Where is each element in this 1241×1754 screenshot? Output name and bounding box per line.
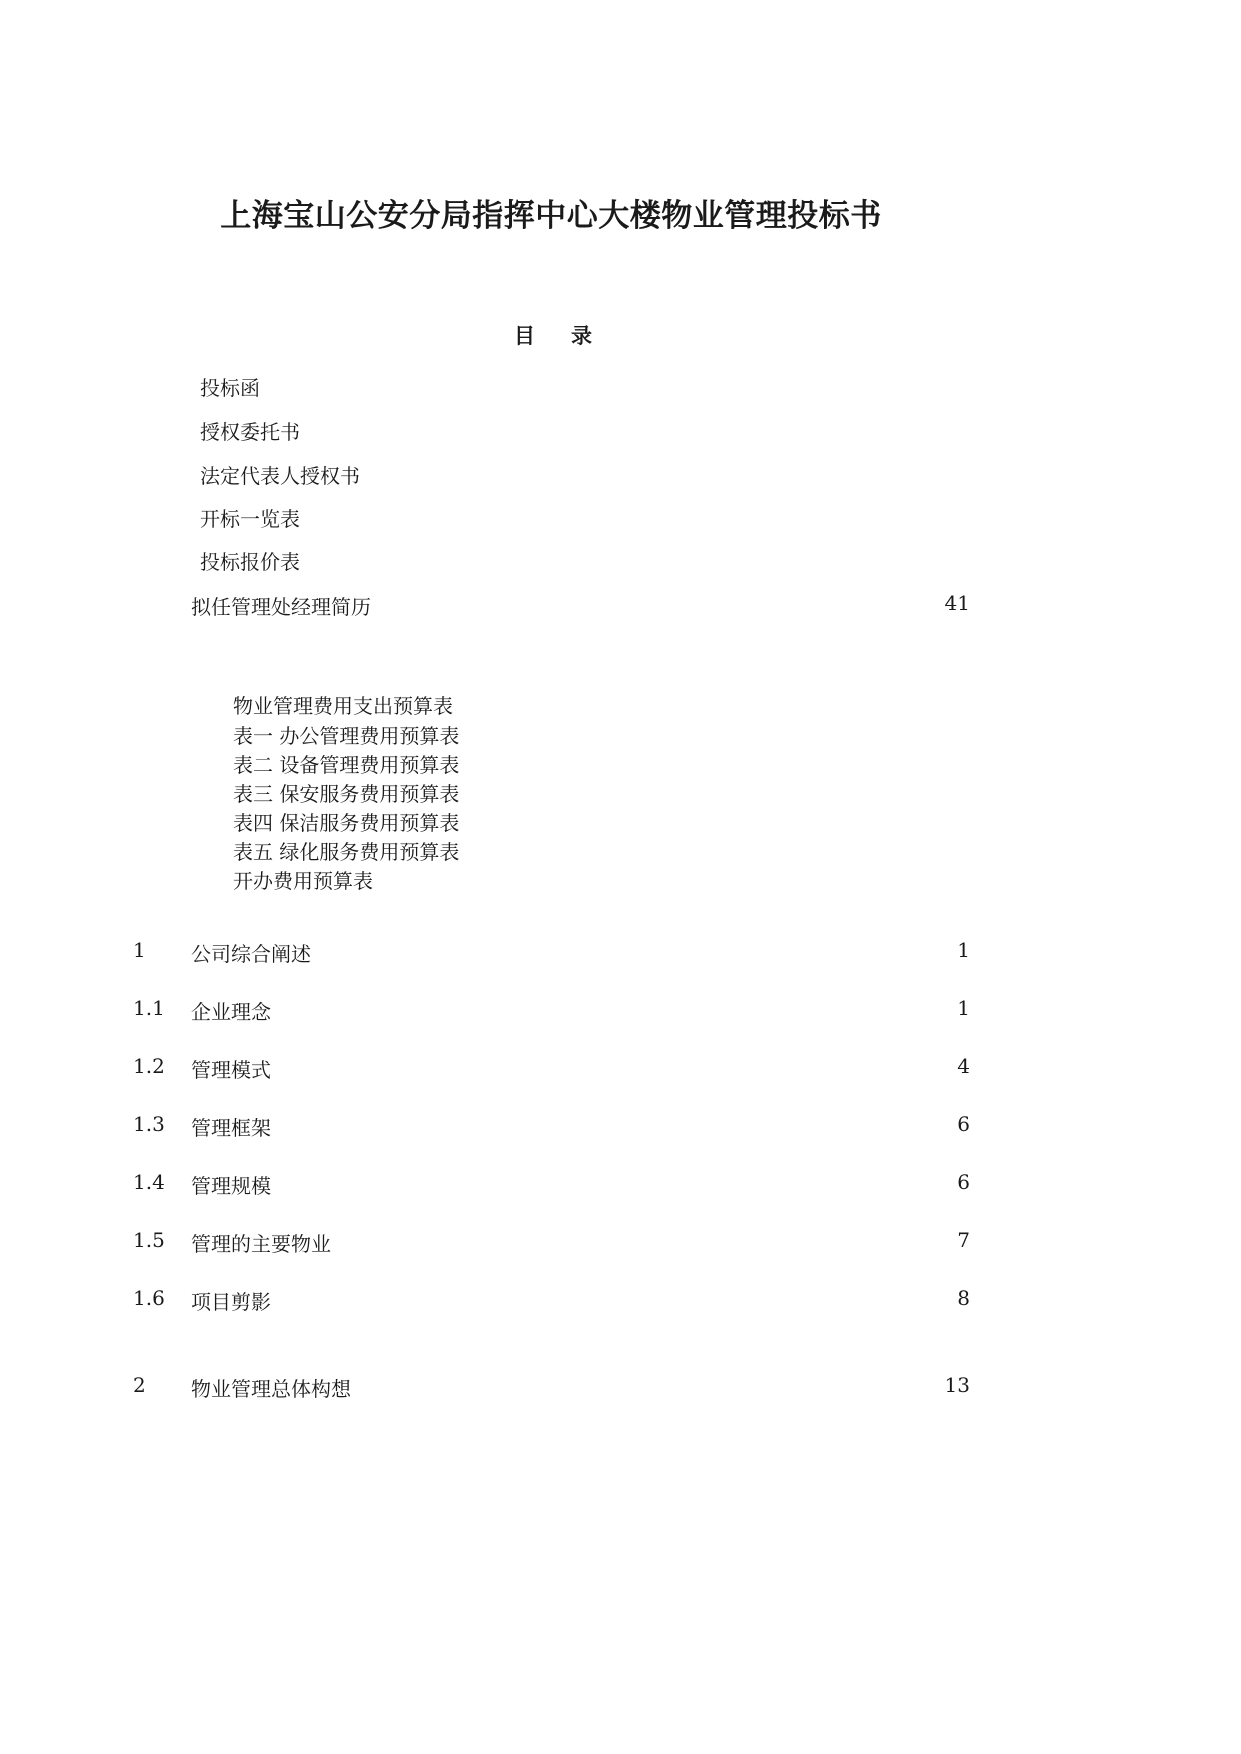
toc-section-label[interactable]: 物业管理总体构想 [191, 1377, 351, 1401]
document-title: 上海宝山公安分局指挥中心大楼物业管理投标书 [220, 198, 882, 234]
toc-section-page: 6 [957, 1170, 970, 1194]
toc-section-number: 1.2 [133, 1054, 165, 1078]
toc-section-label[interactable]: 公司综合阐述 [191, 942, 311, 966]
toc-section-label[interactable]: 管理模式 [191, 1058, 271, 1082]
toc-section-label[interactable]: 管理框架 [191, 1116, 271, 1140]
toc-entry-front-6[interactable]: 拟任管理处经理简历 [191, 595, 371, 619]
toc-section-number: 1 [133, 938, 146, 962]
toc-entry-front-3[interactable]: 法定代表人授权书 [200, 464, 360, 488]
toc-section-page: 4 [957, 1054, 970, 1078]
toc-entry-front-1[interactable]: 投标函 [200, 376, 260, 400]
toc-entry-front-4[interactable]: 开标一览表 [200, 507, 300, 531]
toc-entry-front-2[interactable]: 授权委托书 [200, 420, 300, 444]
budget-table-entry[interactable]: 表五 绿化服务费用预算表 [233, 840, 460, 864]
budget-table-entry[interactable]: 物业管理费用支出预算表 [233, 694, 453, 718]
toc-page-front-6: 41 [944, 591, 970, 615]
toc-section-label[interactable]: 管理的主要物业 [191, 1232, 331, 1256]
budget-table-entry[interactable]: 表四 保洁服务费用预算表 [233, 811, 460, 835]
toc-section-page: 8 [957, 1286, 970, 1310]
toc-section-page: 6 [957, 1112, 970, 1136]
toc-section-page: 13 [944, 1373, 970, 1397]
toc-section-number: 1.1 [133, 996, 165, 1020]
toc-section-label[interactable]: 项目剪影 [191, 1290, 271, 1314]
toc-section-page: 7 [957, 1228, 970, 1252]
toc-section-number: 1.4 [133, 1170, 165, 1194]
toc-section-page: 1 [957, 996, 970, 1020]
toc-section-number: 1.6 [133, 1286, 165, 1310]
toc-section-number: 1.5 [133, 1228, 165, 1252]
budget-table-entry[interactable]: 表一 办公管理费用预算表 [233, 724, 460, 748]
budget-table-entry[interactable]: 表二 设备管理费用预算表 [233, 753, 460, 777]
toc-section-label[interactable]: 管理规模 [191, 1174, 271, 1198]
toc-heading: 目录 [514, 324, 628, 348]
toc-section-label[interactable]: 企业理念 [191, 1000, 271, 1024]
toc-section-number: 1.3 [133, 1112, 165, 1136]
toc-entry-front-5[interactable]: 投标报价表 [200, 550, 300, 574]
toc-section-number: 2 [133, 1373, 146, 1397]
budget-table-entry[interactable]: 表三 保安服务费用预算表 [233, 782, 460, 806]
budget-table-entry[interactable]: 开办费用预算表 [233, 869, 373, 893]
toc-section-page: 1 [957, 938, 970, 962]
